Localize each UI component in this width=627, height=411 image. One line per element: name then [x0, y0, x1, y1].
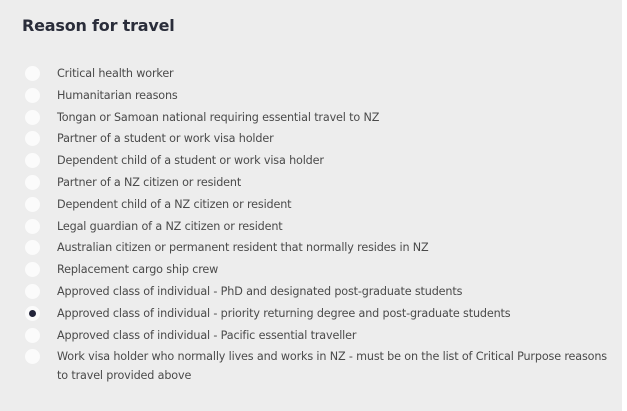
- section-title: Reason for travel: [22, 16, 175, 35]
- radio-option-critical-health-worker[interactable]: [0, 63, 622, 85]
- radio-label: Legal guardian of a NZ citizen or resident: [57, 219, 283, 233]
- radio-label: Dependent child of a NZ citizen or resident: [57, 197, 292, 211]
- radio-label: Australian citizen or permanent resident that normally resides in NZ: [57, 241, 429, 255]
- radio-button-icon[interactable]: [25, 88, 40, 103]
- radio-label: Tongan or Samoan national requiring essential travel to NZ: [57, 110, 380, 124]
- radio-button-icon[interactable]: [25, 131, 40, 146]
- radio-button-icon[interactable]: [25, 153, 40, 168]
- reason-radio-group: [0, 63, 622, 385]
- radio-label: Approved class of individual - Pacific essential traveller: [57, 328, 357, 342]
- radio-button-icon[interactable]: [25, 110, 40, 125]
- radio-label: Approved class of individual - priority returning degree and post-graduate students: [57, 306, 511, 320]
- radio-option-phd-postgraduate[interactable]: [0, 281, 622, 303]
- radio-option-dependent-child-student-work-visa[interactable]: [0, 150, 622, 172]
- radio-option-pacific-essential-traveller[interactable]: [0, 325, 622, 347]
- radio-label: Dependent child of a student or work visa holder: [57, 154, 324, 168]
- radio-option-cargo-ship-crew[interactable]: [0, 259, 622, 281]
- radio-option-tongan-samoan[interactable]: [0, 107, 622, 129]
- radio-button-icon[interactable]: [25, 240, 40, 255]
- radio-option-humanitarian[interactable]: [0, 85, 622, 107]
- radio-option-legal-guardian[interactable]: [0, 216, 622, 238]
- radio-label: Replacement cargo ship crew: [57, 263, 219, 277]
- radio-label: Partner of a NZ citizen or resident: [57, 175, 242, 189]
- radio-label: Humanitarian reasons: [57, 88, 178, 102]
- radio-label: Critical health worker: [57, 67, 174, 80]
- radio-button-icon[interactable]: [25, 284, 40, 299]
- radio-option-partner-student-work-visa[interactable]: [0, 128, 622, 150]
- radio-label: Approved class of individual - PhD and designated post-graduate students: [57, 284, 463, 298]
- radio-button-icon[interactable]: [25, 349, 40, 364]
- radio-option-partner-nz-citizen[interactable]: [0, 172, 622, 194]
- radio-button-icon[interactable]: [25, 175, 40, 190]
- radio-label: Work visa holder who normally lives and works in NZ - must be on the list of Critical Purpose reasons to travel provided above: [57, 350, 607, 382]
- radio-button-icon[interactable]: [25, 262, 40, 277]
- radio-option-work-visa-holder-nz[interactable]: [0, 346, 622, 385]
- radio-button-selected-icon[interactable]: [25, 306, 40, 321]
- radio-label: Partner of a student or work visa holder: [57, 132, 274, 146]
- radio-button-icon[interactable]: [25, 197, 40, 212]
- radio-option-dependent-child-nz-citizen[interactable]: [0, 194, 622, 216]
- radio-button-icon[interactable]: [25, 328, 40, 343]
- selected-dot-icon: [29, 310, 36, 317]
- radio-button-icon[interactable]: [25, 66, 40, 81]
- radio-option-australian-citizen[interactable]: [0, 237, 622, 259]
- radio-option-priority-returning-degree[interactable]: [0, 303, 622, 325]
- radio-button-icon[interactable]: [25, 219, 40, 234]
